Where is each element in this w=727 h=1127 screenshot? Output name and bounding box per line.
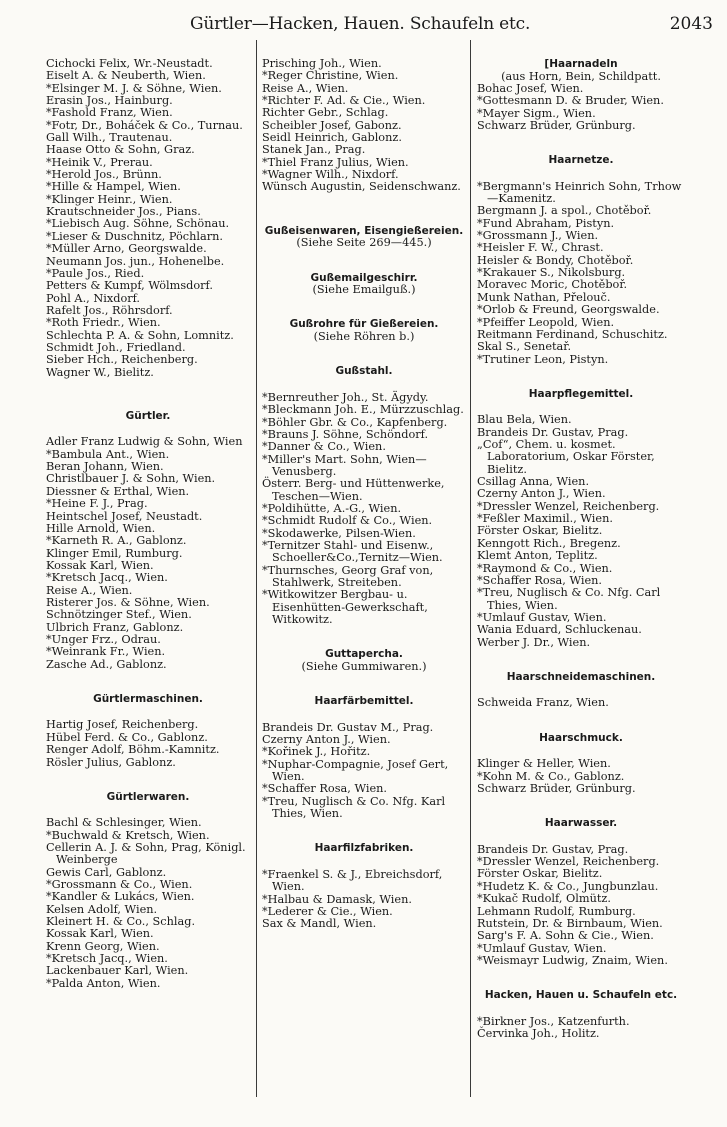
directory-entry: Klinger Emil, Rumburg. [46,546,183,560]
column-1 [46,58,250,990]
column-3 [477,58,685,1040]
directory-entry: Hübel Ferd. & Co., Gablonz. [46,730,208,744]
entry-list [477,1016,685,1041]
section-heading-haarwasser: Haarwasser. [544,817,618,830]
directory-entry: *Lieser & Duschnitz, Pöchlarn. [46,229,224,243]
directory-entry: Kossak Karl, Wien. [46,927,154,941]
directory-entry: *Kretsch Jacq., Wien. [46,571,168,585]
directory-entry: Beran Johann, Wien. [46,460,164,474]
directory-entry: *Bleckmann Joh. E., Mürzzuschlag. [262,403,464,417]
directory-entry: *Dressler Wenzel, Reichenberg. [477,499,660,513]
directory-entry: Lackenbauer Karl, Wien. [46,964,189,978]
directory-entry: Sax & Mandl, Wien. [262,917,377,931]
directory-entry: Czerny Anton J., Wien. [262,733,391,747]
column-rule-right [470,40,471,1097]
directory-entry: *Trutiner Leon, Pistyn. [477,352,609,366]
directory-entry: *Kohn M. & Co., Gablonz. [477,769,625,783]
directory-entry: Christlbauer J. & Sohn, Wien. [46,472,216,486]
directory-entry: *Kandler & Lukács, Wien. [46,890,195,904]
directory-entry: Brandeis Dr. Gustav M., Prag. [262,720,434,734]
directory-entry: Brandeis Dr. Gustav, Prag. [477,842,629,856]
directory-entry: Erasin Jos., Hainburg. [46,94,173,108]
section-subtitle: (aus Horn, Bein, Schildpatt. [501,69,661,83]
directory-entry: Rafelt Jos., Röhrsdorf. [46,303,173,317]
directory-entry: Reitmann Ferdinand, Schuschitz. [477,327,668,341]
directory-entry: *Danner & Co., Wien. [262,440,386,454]
directory-entry: *Roth Friedr., Wien. [46,316,161,330]
directory-entry: *Wagner Wilh., Nixdorf. [262,168,399,182]
directory-entry: Schwarz Brüder, Grünburg. [477,118,636,132]
directory-entry: Csillag Anna, Wien. [477,475,590,489]
directory-entry: *Schaffer Rosa, Wien. [477,573,603,587]
running-title: Gürtler—Hacken, Hauen. Schaufeln etc. [190,14,531,34]
directory-entry: *Halbau & Damask, Wien. [262,892,412,906]
section-heading-haarschneidemaschinen: Haarschneidemaschinen. [506,670,656,683]
column-2 [262,58,466,931]
directory-entry: *Buchwald & Kretsch, Wien. [46,828,210,842]
directory-entry: Bergmann J. a spol., Chotěboř. [477,204,652,218]
directory-entry: Kleinert H. & Co., Schlag. [46,915,196,929]
directory-entry: *Karneth R. A., Gablonz. [46,534,187,548]
directory-entry: Seidl Heinrich, Gablonz. [262,131,402,145]
directory-entry: Bohac Josef, Wien. [477,81,584,95]
directory-entry: Kelsen Adolf, Wien. [46,902,158,916]
directory-entry: Lehmann Rudolf, Rumburg. [477,904,636,918]
directory-entry: Wania Eduard, Schluckenau. [477,623,642,637]
directory-entry: Zasche Ad., Gablonz. [46,657,167,671]
page-header [0,8,727,40]
directory-entry: *Thurnsches, Georg Graf von, Stahlwerk, Streiteben. [262,563,434,589]
directory-entry: Petters & Kumpf, Wölmsdorf. [46,279,213,293]
entry-list [477,181,685,366]
directory-entry: Reise A., Wien. [46,583,133,597]
directory-entry: Reise A., Wien. [262,81,349,95]
section-heading-haarnetze: Haarnetze. [548,154,614,167]
directory-entry: Brandeis Dr. Gustav, Prag. [477,425,629,439]
directory-entry: Cichocki Felix, Wr.-Neustadt. [46,57,213,70]
directory-entry: Schlechta P. A. & Sohn, Lomnitz. [46,328,234,342]
directory-entry: *Birkner Jos., Katzenfurth. [477,1014,630,1028]
directory-entry: *Fund Abraham, Pistyn. [477,216,615,230]
directory-entry: *Heinik V., Prerau. [46,155,153,169]
directory-entry: *Müller Arno, Georgswalde. [46,242,207,256]
directory-entry: *Umlauf Gustav, Wien. [477,610,607,624]
directory-entry: Červinka Joh., Holitz. [477,1027,600,1041]
directory-entry: Diessner & Erthal, Wien. [46,484,190,498]
entry-list [46,719,250,768]
entry-list [262,392,466,627]
entry-list [477,844,685,967]
directory-entry: Schwarz Brüder, Grünburg. [477,781,636,795]
directory-entry: Schnötzinger Stef., Wien. [46,608,192,622]
directory-entry: Kossak Karl, Wien. [46,558,154,572]
directory-entry: *Orlob & Freund, Georgswalde. [477,303,660,317]
directory-entry: *Krakauer S., Nikolsburg. [477,266,626,280]
directory-entry: Cellerin A. J. & Sohn, Prag, Königl. Weinberge [46,841,246,867]
directory-entry: *Bambula Ant., Wien. [46,447,170,461]
directory-entry: Förster Oskar, Bielitz. [477,524,603,538]
directory-entry: Rösler Julius, Gablonz. [46,755,176,769]
directory-entry: Schmidt Joh., Friedland. [46,340,186,354]
directory-entry: Pohl A., Nixdorf. [46,291,141,305]
section-heading-gussemailgeschirr: Gußemailgeschirr. [310,271,418,284]
section-heading-guertlerwaren: Gürtlerwaren. [106,790,190,803]
directory-entry: Kenngott Rich., Bregenz. [477,536,621,550]
directory-entry: Scheibler Josef, Gabonz. [262,118,402,132]
directory-entry: *Lederer & Cie., Wien. [262,904,393,918]
directory-entry: *Hille & Hampel, Wien. [46,180,181,194]
directory-entry: *Pfeiffer Leopold, Wien. [477,315,615,329]
directory-entry: *Gottesmann D. & Bruder, Wien. [477,94,664,108]
directory-entry: Adler Franz Ludwig & Sohn, Wien [46,435,243,449]
directory-entry: *Thiel Franz Julius, Wien. [262,155,409,169]
directory-entry: *Klinger Heinr., Wien. [46,192,173,206]
section-heading-gussrohre: Gußrohre für Gießereien. [289,318,439,331]
entry-list [262,869,466,931]
directory-entry: Haase Otto & Sohn, Graz. [46,143,195,157]
directory-entry: Gall Wilh., Trautenau. [46,131,173,145]
entry-list [477,83,685,132]
directory-entry: *Kořinek J., Hořitz. [262,745,371,759]
directory-entry: *Herold Jos., Brünn. [46,168,162,182]
directory-entry: *Mayer Sigm., Wien. [477,106,596,120]
directory-entry: Heintschel Josef, Neustadt. [46,509,203,523]
directory-entry: Förster Oskar, Bielitz. [477,867,603,881]
directory-entry: *Poldihütte, A.-G., Wien. [262,501,402,515]
column-rule-left [256,40,257,1097]
entry-list [262,722,466,821]
entry-list [46,58,250,379]
directory-entry: *Palda Anton, Wien. [46,976,161,990]
entry-list [477,758,685,795]
directory-entry: Klemt Anton, Teplitz. [477,549,598,563]
directory-entry: *Fashold Franz, Wien. [46,106,173,120]
directory-entry: *Feßler Maximil., Wien. [477,512,613,526]
directory-entry: *Reger Christine, Wien. [262,69,399,83]
directory-entry: Neumann Jos. jun., Hohenelbe. [46,254,225,268]
directory-entry: Schweida Franz, Wien. [477,696,609,710]
entry-list [262,58,466,194]
section-heading-haarfaerbemittel: Haarfärbemittel. [314,695,414,708]
directory-entry: Wünsch Augustin, Seidenschwanz. [262,180,461,194]
directory-entry: *Schaffer Rosa, Wien. [262,782,388,796]
directory-entry: Risterer Jos. & Söhne, Wien. [46,595,210,609]
directory-entry: *Brauns J. Söhne, Schöndorf. [262,427,429,441]
directory-entry: Werber J. Dr., Wien. [477,635,591,649]
directory-entry: Wagner W., Bielitz. [46,365,154,379]
directory-entry: *Grossmann & Co., Wien. [46,878,193,892]
directory-entry: Krautschneider Jos., Pians. [46,205,201,219]
directory-entry: Blau Bela, Wien. [477,413,572,427]
directory-entry: *Weinrank Fr., Wien. [46,645,166,659]
section-heading-hacken-hauen-schaufeln: Hacken, Hauen u. Schaufeln etc. [484,989,678,1002]
directory-entry: *Grossmann J., Wien. [477,229,599,243]
directory-entry: Richter Gebr., Schlag. [262,106,389,120]
directory-entry: Krenn Georg, Wien. [46,939,160,953]
section-heading-guttapercha: Guttapercha. [325,648,403,661]
directory-entry: *Miller's Mart. Sohn, Wien—Venusberg. [262,452,427,478]
directory-entry: *Elsinger M. J. & Söhne, Wien. [46,81,222,95]
section-heading-haarschmuck: Haarschmuck. [539,731,623,744]
directory-entry: Bachl & Schlesinger, Wien. [46,816,202,830]
directory-entry: *Dressler Wenzel, Reichenberg. [477,855,660,869]
cross-reference: (Siehe Seite 269—445.) [296,236,432,250]
section-heading-guertler: Gürtler. [125,409,171,422]
directory-entry: *Hudetz K. & Co., Jungbunzlau. [477,879,659,893]
directory-entry: *Heisler F. W., Chrast. [477,241,604,255]
directory-entry: *Paule Jos., Ried. [46,266,145,280]
directory-entry: *Witkowitzer Bergbau- u. Eisenhütten-Gewerkschaft, Witkowitz. [262,588,428,626]
directory-entry: *Kukač Rudolf, Olmütz. [477,892,611,906]
directory-entry: *Liebisch Aug. Söhne, Schönau. [46,217,230,231]
directory-entry: *Kretsch Jacq., Wien. [46,952,168,966]
directory-entry: *Bernreuther Joh., St. Ägydy. [262,390,429,404]
directory-entry: *Raymond & Co., Wien. [477,561,613,575]
cross-reference: (Siehe Röhren b.) [313,329,415,343]
directory-entry: Österr. Berg- und Hüttenwerke, Teschen—Wien. [262,477,445,503]
directory-entry: Prisching Joh., Wien. [262,57,382,70]
entry-list [46,436,250,671]
directory-entry: *Skodawerke, Pilsen-Wien. [262,526,416,540]
directory-entry: Klinger & Heller, Wien. [477,757,611,771]
directory-entry: Renger Adolf, Böhm.-Kamnitz. [46,743,220,757]
directory-entry: *Heine F. J., Prag. [46,497,148,511]
section-heading-guertlermaschinen: Gürtlermaschinen. [93,692,203,705]
directory-entry: *Schmidt Rudolf & Co., Wien. [262,514,433,528]
section-heading-haarnadeln: [Haarnadeln [544,58,618,70]
section-heading-gussstahl: Gußstahl. [335,365,393,378]
directory-entry: Czerny Anton J., Wien. [477,487,606,501]
directory-entry: Heisler & Bondy, Chotěboř. [477,253,634,267]
directory-entry: *Böhler Gbr. & Co., Kapfenberg. [262,415,448,429]
directory-entry: Eiselt A. & Neuberth, Wien. [46,69,206,83]
entry-list [46,817,250,990]
directory-entry: Hille Arnold, Wien. [46,521,156,535]
directory-entry: Stanek Jan., Prag. [262,143,366,157]
directory-entry: *Unger Frz., Odrau. [46,632,161,646]
section-heading-gusseisenwaren: Gußeisenwaren, Eisengießereien. [264,224,464,237]
directory-entry: Munk Nathan, Přelouč. [477,290,611,304]
section-heading-haarpflegemittel: Haarpflegemittel. [528,387,634,400]
directory-entry: *Weismayr Ludwig, Znaim, Wien. [477,953,668,967]
entry-list [477,697,685,709]
directory-entry: *Richter F. Ad. & Cie., Wien. [262,94,426,108]
entry-list [477,414,685,649]
directory-entry: „Cof“, Chem. u. kosmet. Laboratorium, Oskar Förster, Bielitz. [477,438,655,476]
directory-entry: Ulbrich Franz, Gablonz. [46,620,184,634]
directory-entry: Moravec Moric, Chotěboř. [477,278,628,292]
directory-entry: Gewis Carl, Gablonz. [46,865,167,879]
section-heading-haarfilzfabriken: Haarfilzfabriken. [314,842,414,855]
directory-entry: Skal S., Senetař. [477,340,572,354]
cross-reference: (Siehe Gummiwaren.) [301,659,427,673]
directory-entry: *Ternitzer Stahl- und Eisenw., Schoeller&Co.,Ternitz—Wien. [262,538,443,565]
directory-entry: *Bergmann's Heinrich Sohn, Trhow—Kamenitz. [477,179,682,206]
directory-entry: *Treu, Nuglisch & Co. Nfg. Carl Thies, Wien. [477,586,661,612]
cross-reference: (Siehe Emailguß.) [312,283,416,297]
directory-entry: Sieber Hch., Reichenberg. [46,353,198,367]
directory-entry: *Umlauf Gustav, Wien. [477,941,607,955]
page-number: 2043 [669,14,713,34]
directory-entry: *Fotr, Dr., Boháček & Co., Turnau. [46,118,243,132]
directory-entry: *Fraenkel S. & J., Ebreichsdorf, Wien. [262,867,443,894]
directory-entry: Sarg's F. A. Sohn & Cie., Wien. [477,929,654,943]
directory-entry: *Nuphar-Compagnie, Josef Gert, Wien. [262,757,449,784]
directory-entry: Hartig Josef, Reichenberg. [46,718,199,732]
directory-entry: Rutstein, Dr. & Birnbaum, Wien. [477,916,663,930]
directory-entry: *Treu, Nuglisch & Co. Nfg. Karl Thies, Wien. [262,794,446,821]
